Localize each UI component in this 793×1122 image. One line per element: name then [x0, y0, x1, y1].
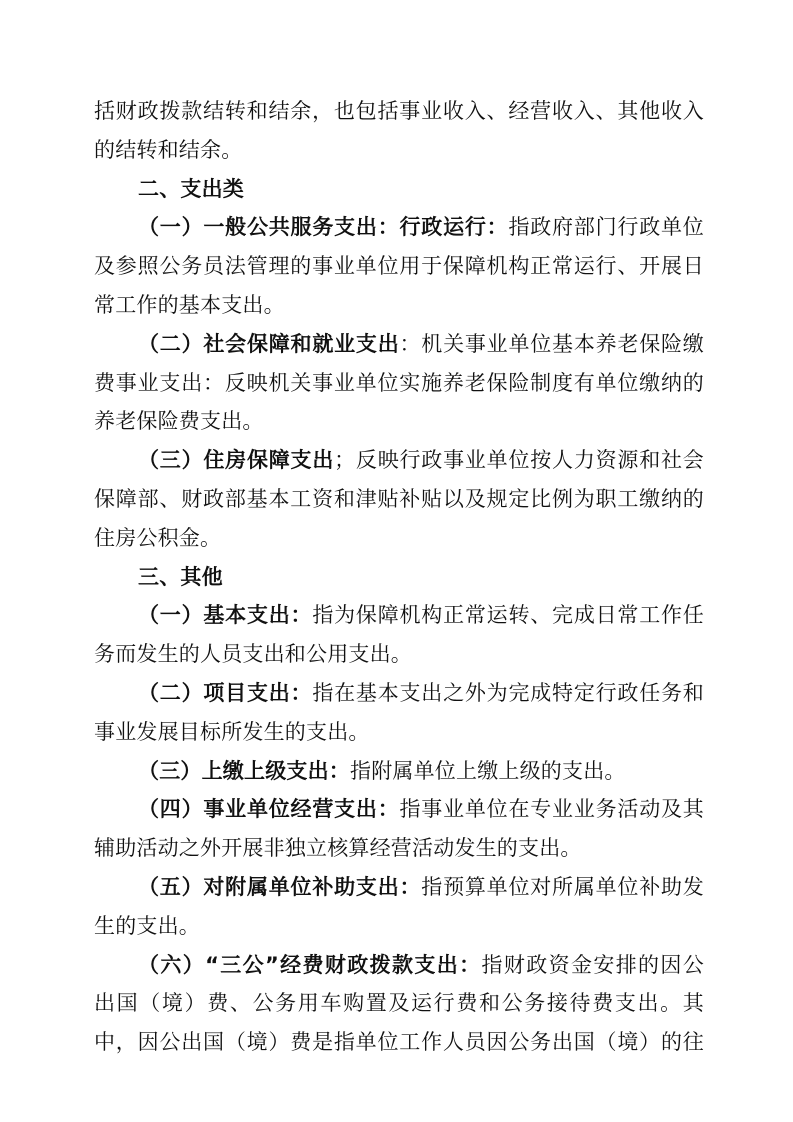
term-label: （四）事业单位经营支出： [138, 797, 400, 822]
text-run: 费事业支出：反映机关事业单位实施养老保险制度有单位缴纳的 [94, 370, 704, 395]
text-line-14 [94, 596, 704, 635]
term-label: （三）住房保障支出 [138, 448, 335, 473]
text-run: 养老保险费支出。 [94, 409, 264, 434]
text-run: ；反映行政事业单位按人力资源和社会 [334, 448, 704, 473]
text-line-7 [94, 325, 704, 364]
text-run: 出国（境）费、公务用车购置及运行费和公务接待费支出。其 [94, 991, 704, 1016]
text-run: 务而发生的人员支出和公用支出。 [94, 642, 412, 667]
heading-text: 三、其他 [138, 564, 223, 589]
text-line-20 [94, 829, 704, 868]
text-line-2 [94, 131, 704, 170]
term-label: （三）上缴上级支出： [138, 758, 350, 783]
text-line-5 [94, 247, 704, 286]
text-line-18 [94, 752, 704, 791]
text-line-19 [94, 790, 704, 829]
text-line-9 [94, 402, 704, 441]
text-run: 事业发展目标所发生的支出。 [94, 719, 370, 744]
term-label: （二）社会保障和就业支出 [138, 331, 400, 356]
text-run: 括财政拨款结转和结余，也包括事业收入、经营收入、其他收入 [94, 99, 704, 123]
section-heading-other [94, 558, 704, 597]
term-label: （一）基本支出： [138, 603, 313, 628]
text-line-6 [94, 286, 704, 325]
term-label: （二）项目支出： [138, 680, 313, 705]
text-run: 的结转和结余。 [94, 137, 243, 162]
text-run: 指预算单位对所属单位补助发 [421, 874, 704, 899]
text-run: 中，因公出国（境）费是指单位工作人员因公务出国（境）的往 [94, 1030, 704, 1055]
text-line-11 [94, 480, 704, 519]
text-line-10 [94, 441, 704, 480]
text-line-24 [94, 984, 704, 1023]
text-line-8 [94, 364, 704, 403]
text-line-25 [94, 1023, 704, 1062]
text-run: 住房公积金。 [94, 525, 222, 550]
text-run: 指财政资金安排的因公 [481, 952, 704, 977]
heading-text: 二、支出类 [138, 176, 244, 201]
text-line-4 [94, 208, 704, 247]
text-run: 保障部、财政部基本工资和津贴补贴以及规定比例为职工缴纳的 [94, 486, 704, 511]
text-run: 生的支出。 [94, 913, 200, 938]
text-run: 辅助活动之外开展非独立核算经营活动发生的支出。 [94, 836, 582, 861]
text-line-21 [94, 868, 704, 907]
text-line-12 [94, 519, 704, 558]
section-heading-expenditure [94, 170, 704, 209]
text-line-1 [94, 92, 704, 131]
text-line-17 [94, 713, 704, 752]
text-run: 指为保障机构正常运转、完成日常工作任 [312, 603, 704, 628]
document-page [94, 92, 704, 1062]
term-label: （五）对附属单位补助支出： [138, 874, 422, 899]
text-run: 指事业单位在专业业务活动及其 [399, 797, 704, 822]
text-line-22 [94, 907, 704, 946]
text-run: 指在基本支出之外为完成特定行政任务和 [312, 680, 704, 705]
text-line-16 [94, 674, 704, 713]
term-label: （一）一般公共服务支出：行政运行： [138, 215, 509, 240]
text-run: 指政府部门行政单位 [508, 215, 704, 240]
text-run: 常工作的基本支出。 [94, 292, 285, 317]
text-run: ：机关事业单位基本养老保险缴 [399, 331, 704, 356]
text-run: 及参照公务员法管理的事业单位用于保障机构正常运行、开展日 [94, 254, 704, 279]
term-label: （六）“三公”经费财政拨款支出： [138, 952, 482, 977]
text-line-15 [94, 635, 704, 674]
text-run: 指附属单位上缴上级的支出。 [350, 758, 626, 783]
text-line-23 [94, 946, 704, 985]
